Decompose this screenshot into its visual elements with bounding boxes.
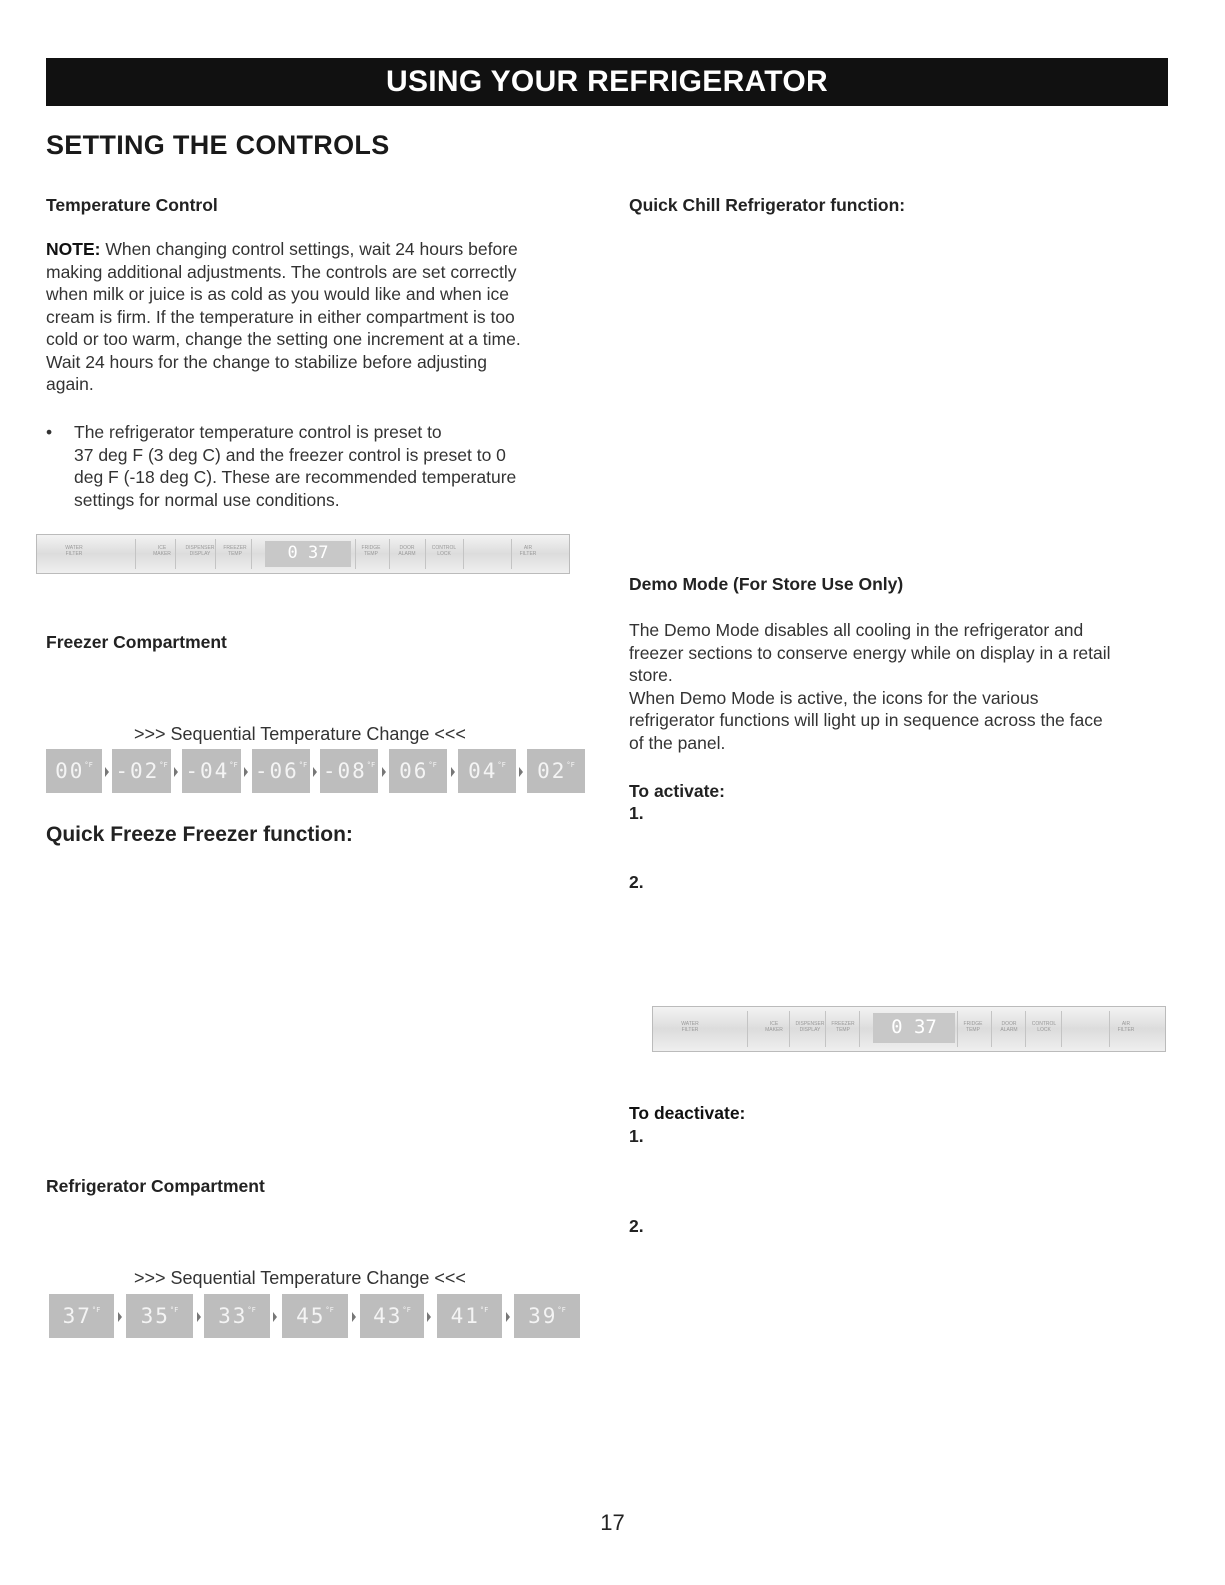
note-line: Wait 24 hours for the change to stabilize before adjusting xyxy=(46,351,488,372)
demo-line: refrigerator functions will light up in sequence across the face xyxy=(629,710,1103,730)
freezer-temp-step: $-06^{^\circ F}$ xyxy=(252,749,310,793)
note-line: again. xyxy=(46,374,94,394)
temperature-note xyxy=(46,238,586,396)
fridge-temp-step: $39^{^\circ F}$ xyxy=(514,1294,580,1338)
fridge-temp-label: FRIDGE TEMP xyxy=(361,545,381,557)
freezer-temp-step: $00^{^\circ F}$ xyxy=(46,749,102,793)
control-lock-label: CONTROL LOCK xyxy=(431,545,457,557)
demo-line: The Demo Mode disables all cooling in the refrigerator and xyxy=(629,620,1084,640)
freezer-temp-step: $-04^{^\circ F}$ xyxy=(182,749,241,793)
freezer-temp-step: $04^{^\circ F}$ xyxy=(458,749,516,793)
note-line: when milk or juice is as cold as you would like and when ice xyxy=(46,284,510,304)
door-alarm-label: DOOR ALARM xyxy=(398,545,416,557)
demo-mode-heading: Demo Mode (For Store Use Only) xyxy=(629,574,904,594)
dispenser-display-label: DISPENSER DISPLAY xyxy=(795,1021,825,1033)
dispenser-display-label: DISPENSER DISPLAY xyxy=(185,545,215,557)
control-panel-image xyxy=(36,534,570,574)
control-lock-label: CONTROL LOCK xyxy=(1031,1021,1057,1033)
deactivate-step-2: 2. xyxy=(629,1216,644,1236)
demo-line: freezer sections to conserve energy while on display in a retail xyxy=(629,642,1111,663)
air-filter-label: AIR FILTER xyxy=(1117,1021,1135,1033)
freezer-temp-step: $06^{^\circ F}$ xyxy=(389,749,447,793)
refrigerator-compartment-heading: Refrigerator Compartment xyxy=(46,1176,265,1196)
to-deactivate-label: To deactivate: xyxy=(629,1103,746,1123)
freezer-temp-label: FREEZER TEMP xyxy=(223,545,247,557)
to-activate-label: To activate: xyxy=(629,781,725,801)
bullet-line: settings for normal use conditions. xyxy=(74,489,340,510)
demo-line: When Demo Mode is active, the icons for the various xyxy=(629,687,1039,708)
fridge-temp-step: $35^{^\circ F}$ xyxy=(126,1294,193,1338)
freezer-temp-step: $02^{^\circ F}$ xyxy=(527,749,585,793)
freezer-temp-label: FREEZER TEMP xyxy=(831,1021,855,1033)
freezer-temp-step: $-02^{^\circ F}$ xyxy=(112,749,171,793)
note-label: NOTE: xyxy=(46,239,101,259)
fridge-temp-label: FRIDGE TEMP xyxy=(963,1021,983,1033)
demo-mode-description xyxy=(629,619,1174,754)
water-filter-label: WATER FILTER xyxy=(681,1021,699,1033)
ice-maker-label: ICE MAKER xyxy=(765,1021,783,1033)
freezer-sequence-caption: >>> Sequential Temperature Change <<< xyxy=(134,724,466,744)
door-alarm-label: DOOR ALARM xyxy=(1000,1021,1018,1033)
note-line: When changing control settings, wait 24 hours before xyxy=(100,239,518,259)
air-filter-label: AIR FILTER xyxy=(519,545,537,557)
ice-maker-label: ICE MAKER xyxy=(153,545,171,557)
bullet-marker: • xyxy=(46,422,53,442)
quick-freeze-heading: Quick Freeze Freezer function: xyxy=(46,823,353,846)
panel-display: 0 37 xyxy=(891,1016,937,1038)
preset-bullet xyxy=(74,421,594,511)
temperature-control-heading: Temperature Control xyxy=(46,195,218,215)
fridge-temp-step: $45^{^\circ F}$ xyxy=(282,1294,348,1338)
demo-line: of the panel. xyxy=(629,732,726,753)
water-filter-label: WATER FILTER xyxy=(65,545,83,557)
refrigerator-sequence-caption: >>> Sequential Temperature Change <<< xyxy=(134,1268,466,1288)
freezer-compartment-heading: Freezer Compartment xyxy=(46,632,227,652)
page-banner: USING YOUR REFRIGERATOR xyxy=(46,58,1168,106)
page-number: 17 xyxy=(600,1510,625,1535)
bullet-line: deg F (-18 deg C). These are recommended temperature xyxy=(74,467,517,487)
fridge-temp-step: $41^{^\circ F}$ xyxy=(437,1294,502,1338)
deactivate-step-1: 1. xyxy=(629,1126,644,1146)
bullet-line: 37 deg F (3 deg C) and the freezer control is preset to 0 xyxy=(74,444,506,465)
panel-display: 0 37 xyxy=(287,543,329,563)
note-line: cream is firm. If the temperature in either compartment is too xyxy=(46,306,515,327)
note-line: cold or too warm, change the setting one increment at a time. xyxy=(46,329,521,349)
quick-chill-heading: Quick Chill Refrigerator function: xyxy=(629,195,906,215)
demo-line: store. xyxy=(629,665,673,685)
note-line: making additional adjustments. The controls are set correctly xyxy=(46,261,517,282)
fridge-temp-step: $37^{^\circ F}$ xyxy=(49,1294,114,1338)
freezer-temp-step: $-08^{^\circ F}$ xyxy=(320,749,378,793)
bullet-line: The refrigerator temperature control is preset to xyxy=(74,422,442,442)
fridge-temp-step: $43^{^\circ F}$ xyxy=(360,1294,424,1338)
section-title: SETTING THE CONTROLS xyxy=(46,130,390,160)
activate-step-2: 2. xyxy=(629,872,644,892)
fridge-temp-step: $33^{^\circ F}$ xyxy=(204,1294,270,1338)
control-panel-image xyxy=(652,1006,1166,1052)
activate-step-1: 1. xyxy=(629,803,644,823)
